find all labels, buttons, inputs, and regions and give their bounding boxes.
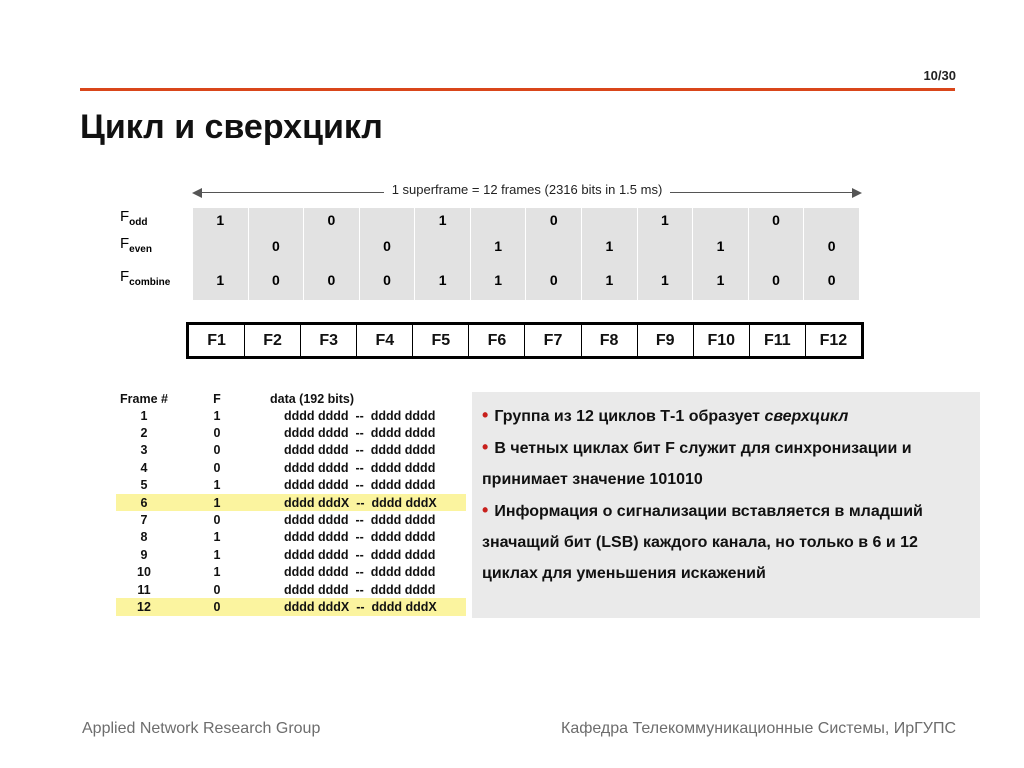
bullet-icon: • bbox=[482, 500, 489, 520]
bit-cell: 0 bbox=[526, 260, 582, 300]
cell-f: 1 bbox=[213, 547, 221, 562]
table-row bbox=[116, 529, 466, 546]
table-header-row bbox=[116, 390, 466, 407]
header-data: data (192 bits) bbox=[270, 391, 355, 406]
bit-cell: 0 bbox=[304, 208, 360, 232]
frame-label: F6 bbox=[469, 325, 525, 356]
bit-cell: 1 bbox=[693, 260, 749, 300]
bit-cell bbox=[415, 232, 471, 260]
bit-cell bbox=[304, 232, 360, 260]
header-frame: Frame # bbox=[120, 391, 168, 406]
cell-f: 1 bbox=[213, 530, 221, 545]
cell-frame: 2 bbox=[140, 426, 148, 441]
bit-cell bbox=[248, 208, 304, 232]
cell-data: dddd dddX -- dddd dddX bbox=[262, 494, 466, 511]
frame-numbers-bar bbox=[186, 322, 864, 359]
bit-cell bbox=[526, 232, 582, 260]
bit-cell: 1 bbox=[193, 260, 249, 300]
frame-label: F5 bbox=[413, 325, 469, 356]
bit-cell bbox=[748, 232, 804, 260]
cell-f: 1 bbox=[172, 494, 262, 511]
cell-f: 1 bbox=[213, 478, 221, 493]
cell-frame: 3 bbox=[140, 443, 148, 458]
bullet-emphasis: сверхцикл bbox=[764, 408, 849, 425]
cell-frame: 12 bbox=[116, 598, 172, 615]
cell-data: dddd dddd -- dddd dddd bbox=[284, 443, 436, 458]
cell-f: 0 bbox=[213, 513, 221, 528]
table-row bbox=[116, 442, 466, 459]
bit-cell: 0 bbox=[526, 208, 582, 232]
bit-cell bbox=[693, 208, 749, 232]
cell-data: dddd dddd -- dddd dddd bbox=[284, 426, 436, 441]
bit-cell: 1 bbox=[582, 232, 638, 260]
header-rule bbox=[80, 88, 955, 91]
bit-cell: 0 bbox=[248, 260, 304, 300]
cell-data: dddd dddd -- dddd dddd bbox=[284, 582, 436, 597]
f-bits-table bbox=[192, 208, 860, 300]
frame-label: F4 bbox=[357, 325, 413, 356]
cell-frame: 7 bbox=[140, 513, 148, 528]
cell-frame: 6 bbox=[116, 494, 172, 511]
footer-org: Applied Network Research Group bbox=[82, 720, 321, 737]
frame-label: F9 bbox=[638, 325, 694, 356]
bit-cell: 1 bbox=[470, 232, 526, 260]
cell-frame: 10 bbox=[137, 565, 151, 580]
bullet-item bbox=[482, 400, 970, 432]
bit-cell: 0 bbox=[804, 232, 860, 260]
cell-f: 1 bbox=[213, 565, 221, 580]
cell-frame: 9 bbox=[140, 547, 148, 562]
bit-cell: 1 bbox=[637, 260, 693, 300]
cell-f: 0 bbox=[213, 460, 221, 475]
header-f: F bbox=[213, 391, 221, 406]
bit-cell: 0 bbox=[359, 232, 415, 260]
bit-cell bbox=[470, 208, 526, 232]
bullet-item bbox=[482, 432, 970, 495]
cell-data: dddd dddd -- dddd dddd bbox=[284, 478, 436, 493]
bit-cell: 1 bbox=[582, 260, 638, 300]
frame-label: F8 bbox=[582, 325, 638, 356]
bit-cell: 0 bbox=[359, 260, 415, 300]
bit-cell: 0 bbox=[304, 260, 360, 300]
frame-label: F12 bbox=[819, 331, 848, 349]
frame-label: F2 bbox=[245, 325, 301, 356]
table-row bbox=[116, 424, 466, 441]
bullet-icon: • bbox=[482, 437, 489, 457]
cell-frame: 8 bbox=[140, 530, 148, 545]
superframe-label: 1 superframe = 12 frames (2316 bits in 1.5 ms) bbox=[384, 182, 671, 197]
bullet-text: Информация о сигнализации вставляется в младший значащий бит (LSB) каждого канала, но только в 6 и 12 циклах для уменьшения искажений bbox=[482, 503, 923, 582]
bullet-box bbox=[472, 392, 980, 618]
table-row bbox=[116, 494, 466, 511]
bit-cell: 1 bbox=[415, 208, 471, 232]
cell-data: dddd dddd -- dddd dddd bbox=[284, 547, 436, 562]
f-even-row bbox=[193, 232, 860, 260]
bit-cell: 0 bbox=[748, 208, 804, 232]
f-combine-row bbox=[193, 260, 860, 300]
cell-f: 0 bbox=[213, 443, 221, 458]
table-row bbox=[116, 598, 466, 615]
cell-f: 1 bbox=[213, 408, 221, 423]
bullet-icon: • bbox=[482, 405, 489, 425]
bullet-text: В четных циклах бит F служит для синхронизации и принимает значение 101010 bbox=[482, 440, 912, 488]
footer-department: Кафедра Телекоммуникационные Системы, ИрГУПС bbox=[561, 720, 956, 737]
bit-cell: 1 bbox=[415, 260, 471, 300]
cell-frame: 4 bbox=[140, 460, 148, 475]
table-row bbox=[116, 511, 466, 528]
row-label-combine: $F_{combine}$ bbox=[120, 268, 171, 288]
bit-cell: 1 bbox=[470, 260, 526, 300]
cell-data: dddd dddd -- dddd dddd bbox=[284, 408, 436, 423]
bullet-item bbox=[482, 495, 970, 589]
row-label-even: $F_{even}$ bbox=[120, 235, 152, 255]
cell-f: 0 bbox=[213, 426, 221, 441]
cell-f: 0 bbox=[172, 598, 262, 615]
cell-frame: 11 bbox=[137, 582, 151, 597]
row-label-odd: $F_{odd}$ bbox=[120, 208, 148, 228]
bit-cell bbox=[804, 208, 860, 232]
frame-label: F7 bbox=[525, 325, 581, 356]
cell-data: dddd dddd -- dddd dddd bbox=[284, 565, 436, 580]
bit-cell: 1 bbox=[637, 208, 693, 232]
table-row bbox=[116, 581, 466, 598]
frame-label: F1 bbox=[189, 325, 245, 356]
bullet-text: Группа из 12 циклов Т-1 образует bbox=[494, 408, 765, 425]
bit-cell: 1 bbox=[693, 232, 749, 260]
cell-f: 0 bbox=[213, 582, 221, 597]
cell-data: dddd dddd -- dddd dddd bbox=[284, 530, 436, 545]
cell-frame: 5 bbox=[140, 478, 148, 493]
bit-cell: 1 bbox=[193, 208, 249, 232]
cell-frame: 1 bbox=[140, 408, 148, 423]
frame-label: F11 bbox=[750, 325, 806, 356]
table-row bbox=[116, 459, 466, 476]
slide-title: Цикл и сверхцикл bbox=[80, 108, 383, 146]
f-odd-row bbox=[193, 208, 860, 232]
frame-label: F10 bbox=[694, 325, 750, 356]
frame-label: F3 bbox=[301, 325, 357, 356]
cell-data: dddd dddd -- dddd dddd bbox=[284, 460, 436, 475]
superframe-arrow bbox=[192, 182, 862, 202]
bit-cell bbox=[193, 232, 249, 260]
bit-cell bbox=[637, 232, 693, 260]
table-row bbox=[116, 564, 466, 581]
frame-data-table bbox=[116, 390, 466, 616]
bit-cell bbox=[582, 208, 638, 232]
page-number: 10/30 bbox=[923, 68, 956, 83]
bit-cell: 0 bbox=[748, 260, 804, 300]
table-row bbox=[116, 407, 466, 424]
cell-data: dddd dddd -- dddd dddd bbox=[284, 513, 436, 528]
cell-data: dddd dddX -- dddd dddX bbox=[262, 598, 466, 615]
bit-cell: 0 bbox=[248, 232, 304, 260]
bit-cell bbox=[359, 208, 415, 232]
bit-cell: 0 bbox=[804, 260, 860, 300]
table-row bbox=[116, 477, 466, 494]
table-row bbox=[116, 546, 466, 563]
